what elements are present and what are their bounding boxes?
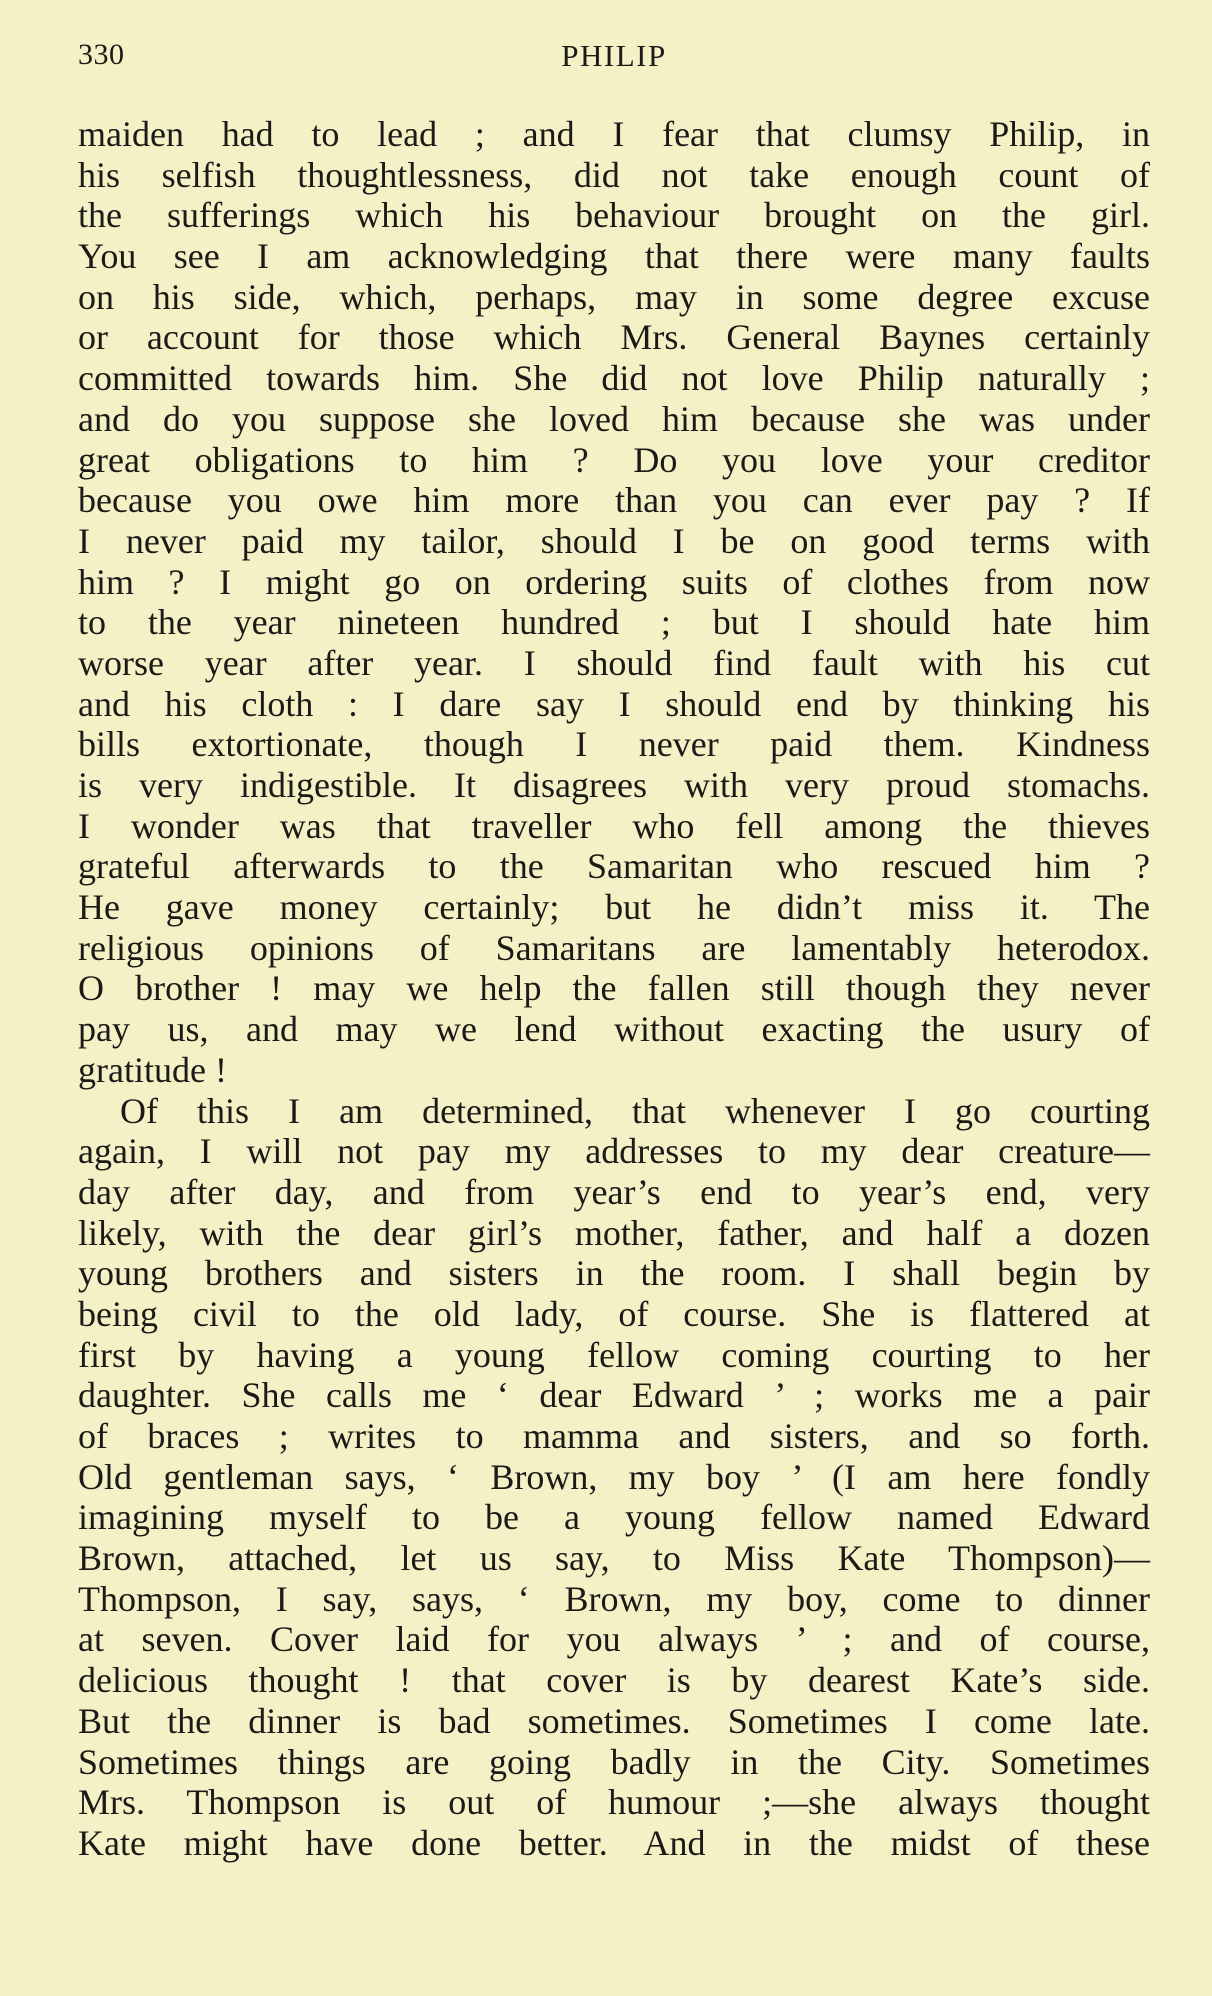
text-line: imagining myself to be a young fellow named Edward [78, 1497, 1150, 1538]
text-line: and do you suppose she loved him because she was under [78, 398, 1150, 439]
text-line: daughter. She calls me ‘ dear Edward ’ ; works me a pair [78, 1375, 1150, 1416]
text-line: O brother ! may we help the fallen still though they never [78, 968, 1150, 1009]
text-line: him ? I might go on ordering suits of clothes from now [78, 561, 1150, 602]
text-line: But the dinner is bad sometimes. Sometimes I come late. [78, 1700, 1150, 1741]
text-line: He gave money certainly; but he didn’t miss it. The [78, 887, 1150, 928]
text-line: You see I am acknowledging that there were many faults [78, 236, 1150, 277]
text-line: to the year nineteen hundred ; but I should hate him [78, 602, 1150, 643]
text-line: I never paid my tailor, should I be on good terms with [78, 520, 1150, 561]
text-line: Mrs. Thompson is out of humour ;—she always thought [78, 1782, 1150, 1823]
text-line: young brothers and sisters in the room. I shall begin by [78, 1253, 1150, 1294]
text-line: grateful afterwards to the Samaritan who rescued him ? [78, 846, 1150, 887]
text-line: great obligations to him ? Do you love your creditor [78, 439, 1150, 480]
paragraph-first-line: Of this I am determined, that whenever I go courting [120, 1090, 1150, 1131]
page-number: 330 [78, 38, 125, 71]
text-line: Sometimes things are going badly in the City. Sometimes [78, 1741, 1150, 1782]
text-line: I wonder was that traveller who fell among the thieves [78, 805, 1150, 846]
text-line: committed towards him. She did not love Philip naturally ; [78, 358, 1150, 399]
page-header [78, 38, 1150, 82]
text-line: Kate might have done better. And in the midst of these [78, 1822, 1150, 1863]
text-line: his selfish thoughtlessness, did not take enough count of [78, 154, 1150, 195]
text-line: is very indigestible. It disagrees with very proud stomachs. [78, 765, 1150, 805]
text-line: the sufferings which his behaviour brought on the girl. [78, 195, 1150, 236]
text-line: day after day, and from year’s end to year’s end, very [78, 1171, 1150, 1212]
text-line: likely, with the dear girl’s mother, father, and half a dozen [78, 1212, 1150, 1253]
text-line: Thompson, I say, says, ‘ Brown, my boy, come to dinner [78, 1578, 1150, 1619]
text-line: Brown, attached, let us say, to Miss Kate Thompson)— [78, 1538, 1150, 1579]
text-line: delicious thought ! that cover is by dearest Kate’s side. [78, 1660, 1150, 1701]
body-text [78, 114, 1150, 1864]
text-line: maiden had to lead ; and I fear that clumsy Philip, in [78, 114, 1150, 154]
running-title: PHILIP [561, 38, 667, 73]
text-line: again, I will not pay my addresses to my dear creature— [78, 1131, 1150, 1172]
text-line: of braces ; writes to mamma and sisters, and so forth. [78, 1416, 1150, 1456]
paragraph-end-line: gratitude ! [78, 1049, 227, 1090]
text-line: worse year after year. I should find fault with his cut [78, 642, 1150, 683]
text-line: Old gentleman says, ‘ Brown, my boy ’ (I am here fondly [78, 1456, 1150, 1497]
text-line: or account for those which Mrs. General Baynes certainly [78, 317, 1150, 358]
text-line: pay us, and may we lend without exacting the usury of [78, 1009, 1150, 1050]
text-line: at seven. Cover laid for you always ’ ; and of course, [78, 1619, 1150, 1660]
text-line: bills extortionate, though I never paid them. Kindness [78, 724, 1150, 765]
text-line: on his side, which, perhaps, may in some degree excuse [78, 276, 1150, 317]
text-line: being civil to the old lady, of course. She is flattered at [78, 1293, 1150, 1334]
text-line: because you owe him more than you can ever pay ? If [78, 480, 1150, 521]
text-line: religious opinions of Samaritans are lamentably heterodox. [78, 927, 1150, 968]
text-line: and his cloth : I dare say I should end by thinking his [78, 683, 1150, 724]
text-line: first by having a young fellow coming courting to her [78, 1334, 1150, 1375]
